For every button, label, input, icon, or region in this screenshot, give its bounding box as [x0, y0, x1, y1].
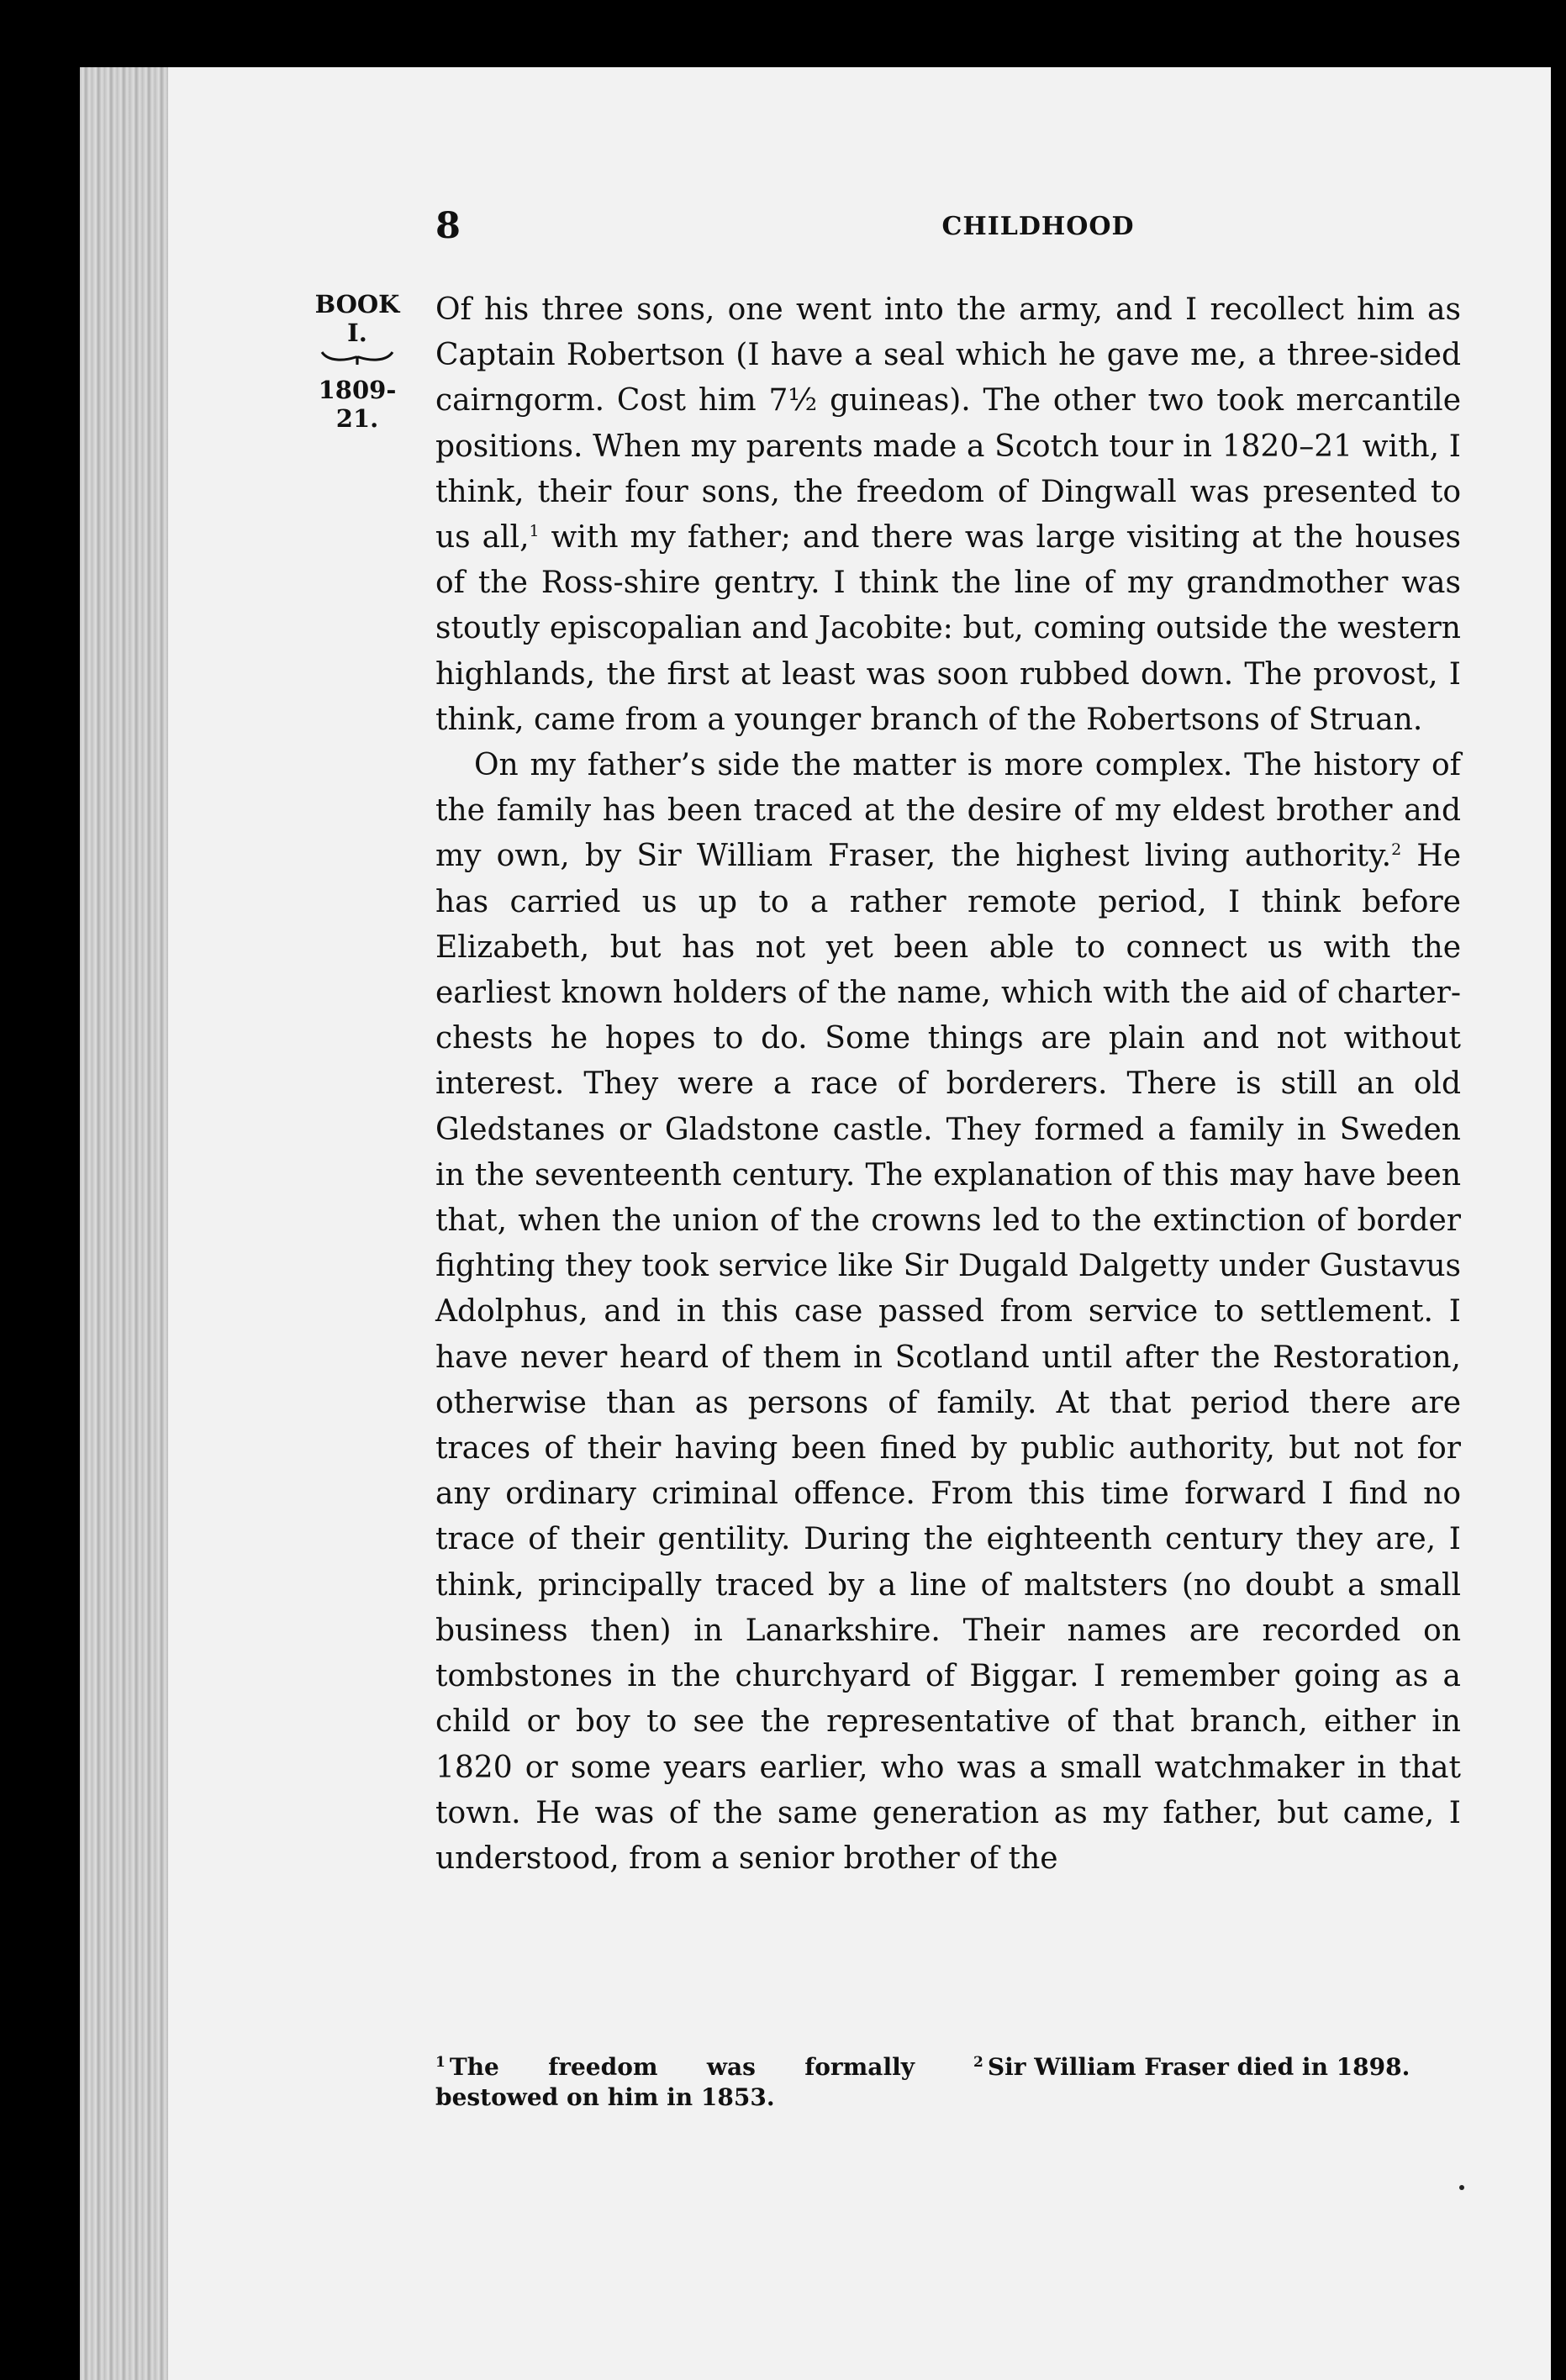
- page-number: 8: [435, 205, 461, 247]
- running-head: CHILDHOOD: [941, 212, 1135, 241]
- paragraph-one-text-end: with my father; and there was large visiting at the houses of the Ross-shire gentry. I think the line of my grandmother was stoutly episcopalian and Jacobite: but, coming outside the western highlands, the first at least was soon rubbed down. The provost, I think, came from a younger branch of the Robertsons of Struan.: [435, 520, 1461, 737]
- paragraph-one: [435, 287, 1461, 743]
- footnote-reference-1: 1: [529, 522, 540, 541]
- printed-dot: [1459, 2185, 1464, 2190]
- paragraph-two: [435, 743, 1461, 1882]
- paragraph-one-text-start: Of his three sons, one went into the army, and I recollect him as Captain Robertson (I have a seal which he gave me, a three-sided cairngorm. Cost him 7½ guineas). The other two took mercantile positions. When my parents made a Scotch tour in 1820–21 with, I think, their four sons, the freedom of Dingwall was presented to us all,: [435, 292, 1461, 556]
- margin-volume-label: I.: [347, 319, 367, 347]
- footnote-1-text: The freedom was formally bestowed on him in 1853.: [435, 2053, 915, 2111]
- footnote-1: [435, 2052, 915, 2113]
- footnote-1-mark: 1: [435, 2053, 446, 2071]
- paragraph-two-text-end: He has carried us up to a rather remote period, I think before Elizabeth, but has not yet been able to connect us with the earliest known holders of the name, which with the aid of charter-chests he hopes to do. Some things are plain and not without interest. They were a race of borderers. There is still an old Gledstanes or Gladstone castle. They formed a family in Sweden in the seventeenth century. The explanation of this may have been that, when the union of the crowns led to the extinction of border fighting they took service like Sir Dugald Dalgetty under Gustavus Adolphus, and in this case passed from service to settlement. I have never heard of them in Scotland until after the Restoration, otherwise than as persons of family. At that period there are traces of their having been fined by public authority, but not for any ordinary criminal offence. From this time forward I find no trace of their gentility. During the eighteenth century they are, I think, principally traced by a line of maltsters (no doubt a small business then) in Lanarkshire. Their names are recorded on tombstones in the churchyard of Biggar. I remember going as a child or boy to see the representative of that branch, either in 1820 or some years earlier, who was a small watchmaker in that town. He was of the same generation as my father, but came, I understood, from a senior brother of the: [435, 839, 1461, 1876]
- margin-book-label: BOOK: [314, 290, 400, 319]
- footnote-2: [973, 2052, 1444, 2082]
- margin-brace-icon: [320, 350, 394, 366]
- book-page-edges: [80, 67, 181, 2380]
- margin-note: [298, 290, 416, 433]
- main-text: [435, 287, 1461, 1882]
- page-surface: [168, 67, 1551, 2380]
- footnote-2-mark: 2: [973, 2053, 983, 2071]
- footnote-2-text: Sir William Fraser died in 1898.: [987, 2053, 1410, 2081]
- paragraph-two-text-start: On my father’s side the matter is more complex. The history of the family has been traced at the desire of my eldest brother and my own, by Sir William Fraser, the highest living authority.: [435, 748, 1461, 874]
- margin-years-label: 1809-21.: [318, 376, 397, 433]
- footnote-reference-2: 2: [1391, 840, 1402, 860]
